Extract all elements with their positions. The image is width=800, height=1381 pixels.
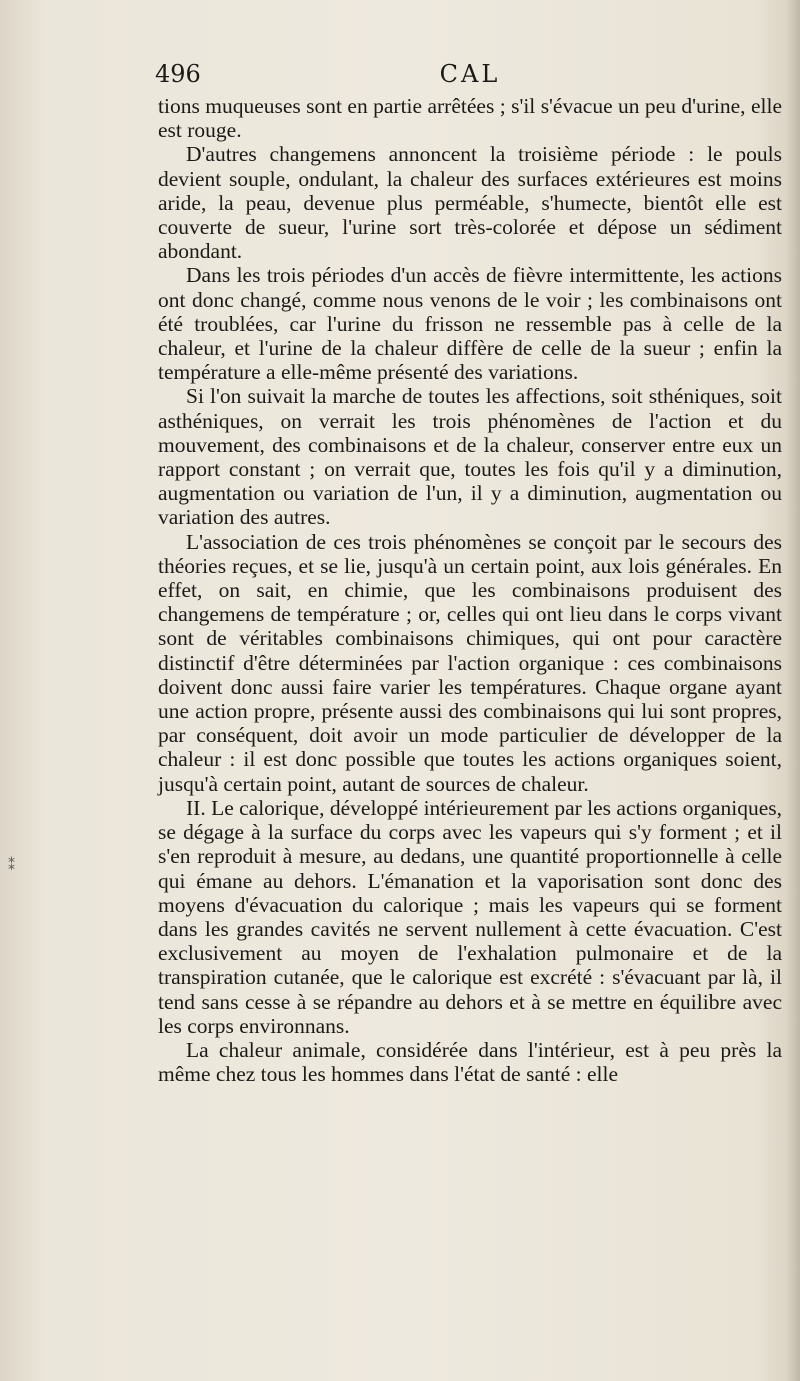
page-header [155, 60, 785, 94]
paragraph: D'autres changemens annoncent la troisième période : le pouls devient souple, ondulant, la chaleur des surfaces extérieures est moins aride, la peau, devenue plus perméable, s'humecte, bientôt elle est couverte de sueur, l'urine sort très-colorée et dépose un sédiment abondant. [158, 142, 782, 264]
paragraph: La chaleur animale, considérée dans l'intérieur, est à peu près la même chez tous les hommes dans l'état de santé : elle [158, 1037, 782, 1087]
page-edge-shadow [786, 0, 800, 1381]
paragraph: Dans les trois périodes d'un accès de fièvre intermittente, les actions ont donc changé, comme nous venons de le voir ; les combinaisons ont été troublées, car l'urine du frisson ne ressemble pas à celle de la chaleur, et l'urine de la chaleur diffère de celle de la sueur ; enfin la température a elle-même présenté des variations. [158, 263, 782, 385]
paragraph: L'association de ces trois phénomènes se conçoit par le secours des théories reçues, et se lie, jusqu'à un certain point, aux lois générales. En effet, on sait, en chimie, que les combinaisons produisent des changemens de température ; or, celles qui ont lieu dans le corps vivant sont de véritables combinaisons chimiques, qui ont pour caractère distinctif d'être déterminées par l'action organique : ces combinaisons doivent donc aussi faire varier les températures. Chaque organe ayant une action propre, présente aussi des combinaisons qui lui sont propres, par conséquent, doit avoir un mode particulier de développer de la chaleur : il est donc possible que toutes les actions organiques soient, jusqu'à certain point, autant de sources de chaleur. [158, 529, 782, 796]
page-number: 496 [155, 60, 201, 88]
paragraph: Si l'on suivait la marche de toutes les affections, soit sthéniques, soit asthéniques, on verrait les trois phénomènes de l'action et du mouvement, des combinaisons et de la chaleur, conserver entre eux un rapport constant ; on verrait que, toutes les fois qu'il y a diminution, augmentation ou variation de l'un, il y a diminution, augmentation ou variation des autres. [158, 384, 782, 530]
margin-mark: ⁑ [8, 858, 15, 874]
paragraph: II. Le calorique, développé intérieurement par les actions organiques, se dégage à la surface du corps avec les vapeurs qui s'y forment ; et il s'en reproduit à mesure, au dedans, une quantité proportionnelle à celle qui émane au dehors. L'émanation et la vaporisation sont donc des moyens d'évacuation du calorique ; mais les vapeurs qui se forment dans les grandes cavités ne servent nullement à cette évacuation. C'est exclusivement au moyen de l'exhalation pulmonaire et de la transpiration cutanée, que le calorique est excrété : s'évacuant par là, il tend sans cesse à se répandre au dehors et à se mettre en équilibre avec les corps environnans. [158, 795, 782, 1038]
body-text [158, 94, 782, 1086]
paragraph: tions muqueuses sont en partie arrêtées ; s'il s'évacue un peu d'urine, elle est rouge. [158, 94, 782, 143]
running-head: CAL [439, 60, 501, 88]
